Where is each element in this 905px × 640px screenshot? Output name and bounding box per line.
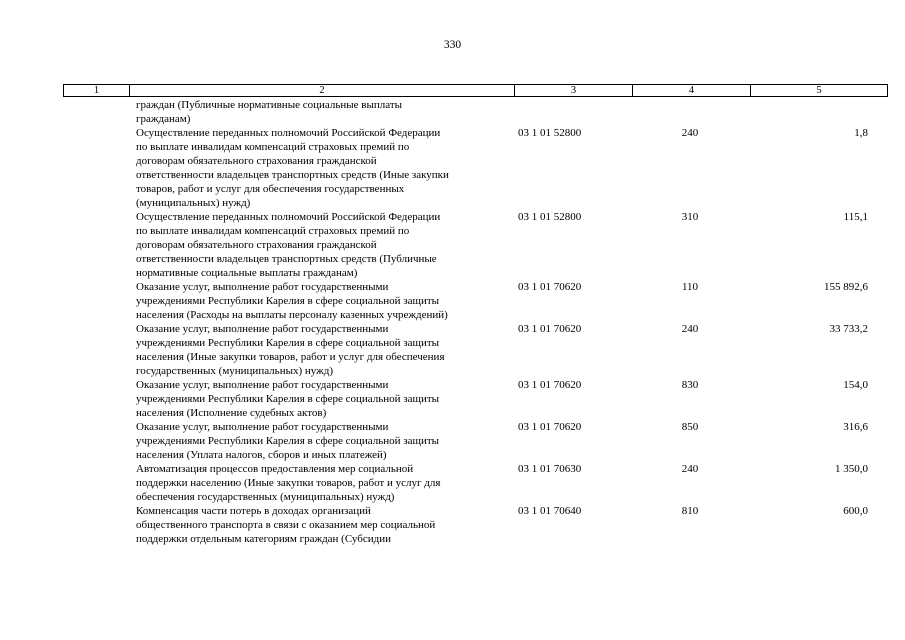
row-code: 03 1 01 70630 (518, 463, 582, 475)
page-number: 330 (443, 39, 462, 51)
table-row (0, 126, 905, 210)
header-col-5: 5 (816, 85, 822, 96)
table-row (0, 280, 905, 322)
header-col-4: 4 (633, 85, 751, 96)
row-type: 810 (681, 505, 699, 517)
row-type: 110 (681, 281, 699, 293)
row-code: 03 1 01 70640 (518, 505, 582, 517)
header-col-1: 1 (64, 85, 130, 96)
table-row (0, 378, 905, 420)
row-code: 03 1 01 52800 (518, 127, 582, 139)
row-amount: 316,6 (843, 421, 868, 433)
row-amount: 33 733,2 (829, 323, 868, 335)
row-description: Оказание услуг, выполнение работ государственными учреждениями Республики Карелия в сфере социальной защиты населения (Иные закупки товаров, работ и услуг для обеспечения государственных (муниципальных) нужд) (136, 323, 445, 377)
table-row (0, 504, 905, 546)
row-type: 310 (681, 211, 699, 223)
table-row (0, 210, 905, 280)
table-row (0, 98, 905, 126)
row-amount: 1 350,0 (835, 463, 868, 475)
row-description: Компенсация части потерь в доходах организаций общественного транспорта в связи с оказанием мер социальной поддержки отдельным категориям граждан (Субсидии (136, 505, 436, 545)
row-code: 03 1 01 70620 (518, 379, 582, 391)
row-amount: 600,0 (843, 505, 868, 517)
header-col-2: 2 (130, 85, 515, 96)
table-body (0, 98, 905, 546)
row-type: 240 (681, 463, 699, 475)
row-amount: 115,1 (843, 211, 868, 223)
table-row (0, 322, 905, 378)
row-amount: 155 892,6 (824, 281, 868, 293)
row-code: 03 1 01 70620 (518, 421, 582, 433)
row-amount: 154,0 (843, 379, 868, 391)
row-description: граждан (Публичные нормативные социальные выплаты гражданам) (136, 99, 403, 125)
row-description: Осуществление переданных полномочий Российской Федерации по выплате инвалидам компенсаций страховых премий по договорам обязательного страхования гражданской ответственности владельцев транспортных средств (Иные закупки товаров, работ и услуг для обеспечения государственных (муниципальных) нужд) (136, 127, 449, 209)
row-code: 03 1 01 52800 (518, 211, 582, 223)
row-type: 830 (681, 379, 699, 391)
row-description: Автоматизация процессов предоставления мер социальной поддержки населению (Иные закупки товаров, работ и услуг для обеспечения государственных (муниципальных) нужд) (136, 463, 441, 503)
row-type: 240 (681, 127, 699, 139)
row-description: Осуществление переданных полномочий Российской Федерации по выплате инвалидам компенсаций страховых премий по договорам обязательного страхования гражданской ответственности владельцев транспортных средств (Публичные нормативные социальные выплаты гражданам) (136, 211, 441, 279)
row-type: 850 (681, 421, 699, 433)
row-code: 03 1 01 70620 (518, 281, 582, 293)
row-code: 03 1 01 70620 (518, 323, 582, 335)
row-description: Оказание услуг, выполнение работ государственными учреждениями Республики Карелия в сфере социальной защиты населения (Уплата налогов, сборов и иных платежей) (136, 421, 440, 461)
table-row (0, 462, 905, 504)
row-type: 240 (681, 323, 699, 335)
row-description: Оказание услуг, выполнение работ государственными учреждениями Республики Карелия в сфере социальной защиты населения (Расходы на выплаты персоналу казенных учреждений) (136, 281, 448, 321)
header-col-3: 3 (515, 85, 633, 96)
table-header (63, 84, 888, 97)
row-description: Оказание услуг, выполнение работ государственными учреждениями Республики Карелия в сфере социальной защиты населения (Исполнение судебных актов) (136, 379, 440, 419)
table-row (0, 420, 905, 462)
row-amount: 1,8 (854, 127, 868, 139)
